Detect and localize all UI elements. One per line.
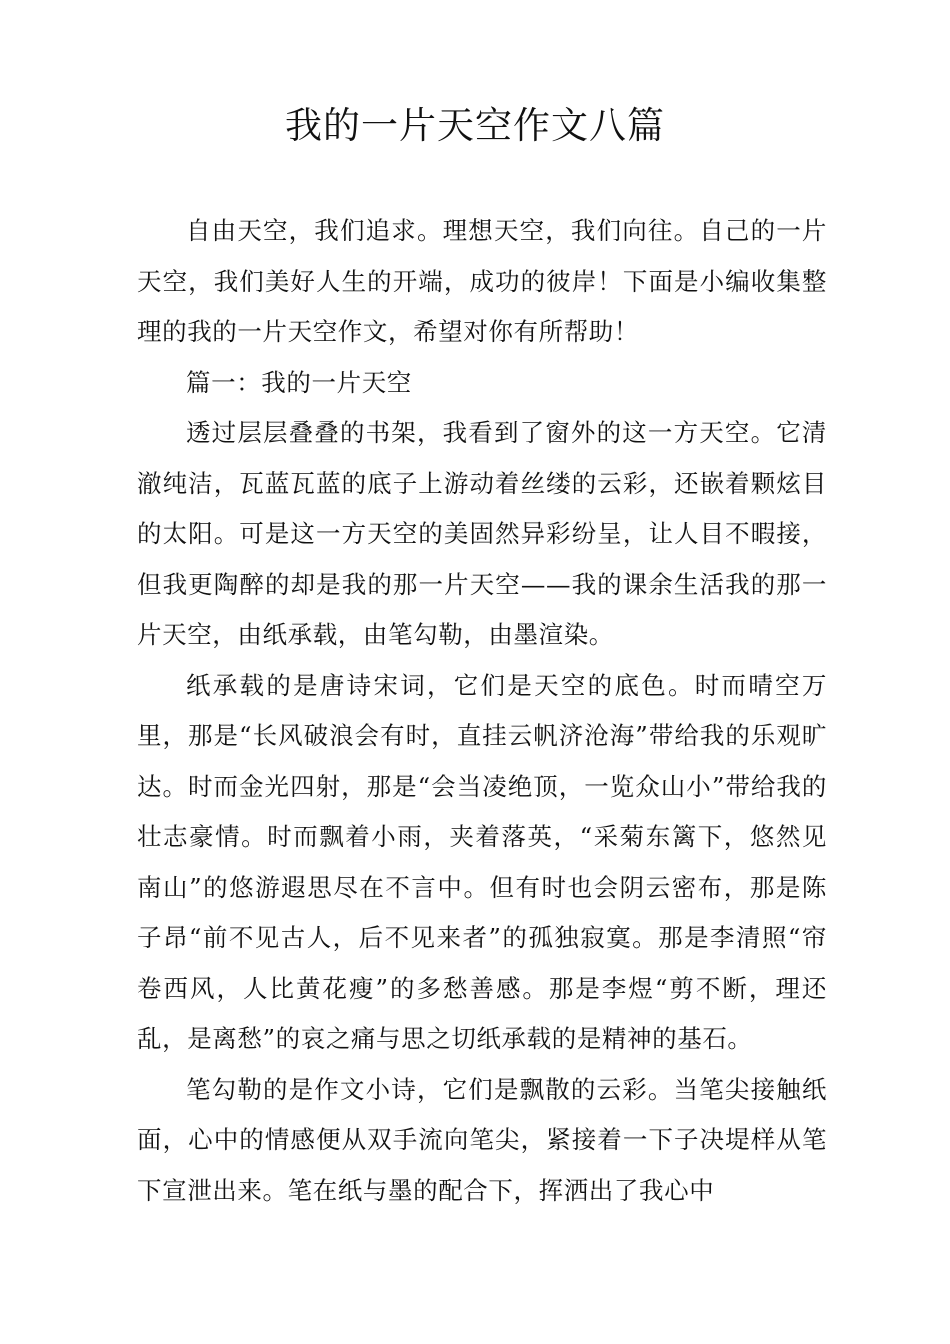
section-heading: 篇一：我的一片天空 xyxy=(186,367,412,397)
intro-paragraph: 自由天空，我们追求。理想天空，我们向往。自己的一片天空，我们美好人生的开端，成功的彼岸！下面是小编收集整理的我的一片天空作文，希望对你有所帮助！ xyxy=(137,216,827,346)
document-title: 我的一片天空作文八篇 xyxy=(285,104,665,147)
body-paragraph: 透过层层叠叠的书架，我看到了窗外的这一方天空。它清澈纯洁，瓦蓝瓦蓝的底子上游动着丝缕的云彩，还嵌着颗炫目的太阳。可是这一方天空的美固然异彩纷呈，让人目不暇接，但我更陶醉的却是我的那一片天空——我的课余生活我的那一片天空，由纸承载，由笔勾勒，由墨渲染。 xyxy=(137,418,827,649)
body-paragraph: 笔勾勒的是作文小诗，它们是飘散的云彩。当笔尖接触纸面，心中的情感便从双手流向笔尖，紧接着一下子决堤样从笔下宣泄出来。笔在纸与墨的配合下，挥洒出了我心中 xyxy=(137,1074,827,1205)
document-body xyxy=(137,206,827,1216)
body-paragraph: 纸承载的是唐诗宋词，它们是天空的底色。时而晴空万里，那是“长风破浪会有时，直挂云帆济沧海”带给我的乐观旷达。时而金光四射，那是“会当凌绝顶，一览众山小”带给我的壮志豪情。时而飘着小雨，夹着落英，“采菊东篱下，悠然见南山”的悠游遐思尽在不言中。但有时也会阴云密布，那是陈子昂“前不见古人，后不见来者”的孤独寂寞。那是李清照“帘卷西风，人比黄花瘦”的多愁善感。那是李煜“剪不断，理还乱，是离愁”的哀之痛与思之切纸承载的是精神的基石。 xyxy=(137,670,827,1053)
